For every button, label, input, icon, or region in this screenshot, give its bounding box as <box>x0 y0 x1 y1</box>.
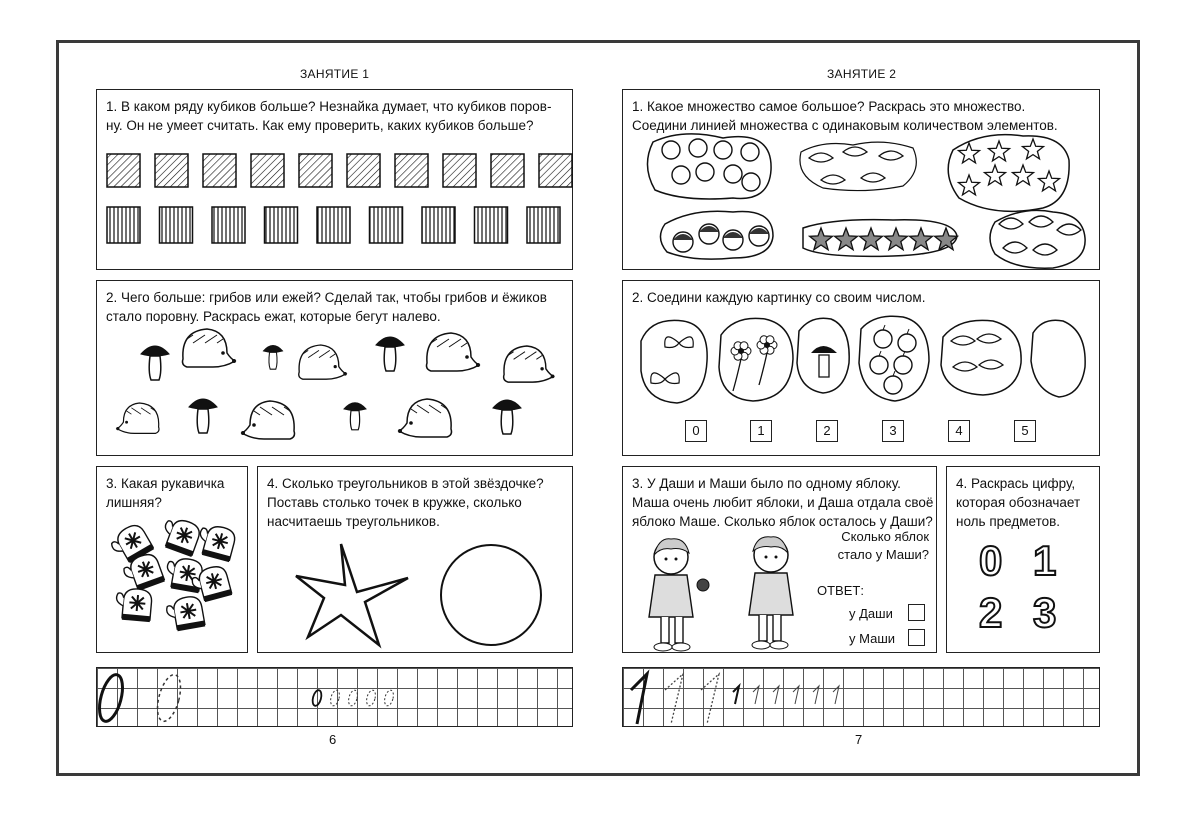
digit-3[interactable]: 3 <box>1033 589 1057 636</box>
left-page-title: ЗАНЯТИЕ 1 <box>300 67 370 81</box>
number-box-2[interactable]: 2 <box>816 420 838 442</box>
circle-icon <box>714 141 732 159</box>
striped-cube-icon <box>527 207 560 243</box>
mushroom-icon <box>141 346 169 380</box>
mushroom-icon <box>344 403 366 430</box>
left-task1-text: 1. В каком ряду кубиков больше? Незнайка думает, что кубиков поров- ну. Он не умеет считать. Как ему проверить, каких кубиков больше? <box>106 99 552 133</box>
digit-0[interactable]: 0 <box>979 537 1003 584</box>
right-task1-text: 1. Какое множество самое большое? Раскрась это множество. Соедини линией множества с одинаковым количеством элементов. <box>632 99 1058 133</box>
striped-cube-icon <box>212 207 245 243</box>
right-writing-grid[interactable] <box>622 667 1100 727</box>
nut-icon <box>673 232 693 252</box>
circle-icon <box>672 166 690 184</box>
striped-cube-icon <box>370 207 403 243</box>
number-box-3[interactable]: 3 <box>882 420 904 442</box>
nut-icon <box>723 230 743 250</box>
hedgehog-icon <box>398 399 452 437</box>
number-box-5[interactable]: 5 <box>1014 420 1036 442</box>
stars-set <box>948 135 1069 212</box>
hatched-cube-icon <box>299 154 332 187</box>
right-task1-box <box>622 89 1100 270</box>
left-task4-box <box>257 466 573 653</box>
mushroom-icon <box>493 400 521 434</box>
circle-icon <box>741 143 759 161</box>
left-task1-box <box>96 89 573 270</box>
right-task3-text: 3. У Даши и Маши было по одному яблоку. Маша очень любит яблоки, и Даша отдала своё яблоко Маше. Сколько яблок осталось у Даши? <box>632 476 934 529</box>
masha-answer-box[interactable] <box>908 629 925 646</box>
dasha-answer-box[interactable] <box>908 604 925 621</box>
striped-cube-icon <box>475 207 508 243</box>
zero-tracing <box>97 668 574 728</box>
striped-cube-icon <box>107 207 140 243</box>
digit-2[interactable]: 2 <box>979 589 1003 636</box>
empty-blob <box>1031 320 1085 397</box>
hedgehog-icon <box>116 403 159 433</box>
cubes-illustration <box>97 90 574 271</box>
right-task4-text: 4. Раскрась цифру, которая обозначает ноль предметов. <box>956 476 1081 529</box>
hedgehog-icon <box>299 345 347 379</box>
star-and-circle <box>258 467 574 654</box>
hatched-cube-icon <box>491 154 524 187</box>
left-task2-text: 2. Чего больше: грибов или ежей? Сделай так, чтобы грибов и ёжиков стало поровну. Раскрась ежат, которые бегут налево. <box>106 290 547 324</box>
left-page-number: 6 <box>329 732 337 747</box>
circle-icon <box>724 165 742 183</box>
mittens-illustration <box>97 467 249 654</box>
apple-icon <box>697 579 709 591</box>
circle-icon <box>742 173 760 191</box>
mitten-icon <box>158 515 202 557</box>
masha-label: у Маши <box>849 631 896 646</box>
left-task2-box <box>96 280 573 456</box>
one-tracing <box>623 668 1101 728</box>
circle-icon <box>689 139 707 157</box>
right-task3-question2: Сколько яблок стало у Маши? <box>837 529 929 562</box>
butterflies-blob <box>641 320 707 403</box>
star-icon <box>296 544 408 645</box>
number-box-0[interactable]: 0 <box>685 420 707 442</box>
mushroom-icon <box>189 399 217 433</box>
mushroom-icon <box>376 337 404 371</box>
hatched-cube-icon <box>539 154 572 187</box>
girl-icon <box>649 539 693 651</box>
hedgehog-icon <box>183 329 237 367</box>
right-page-title: ЗАНЯТИЕ 2 <box>827 67 897 81</box>
hatched-cube-icon <box>347 154 380 187</box>
leaves-blob <box>941 320 1021 395</box>
left-task3-box <box>96 466 248 653</box>
hatched-cube-icon <box>155 154 188 187</box>
right-task2-box <box>622 280 1100 456</box>
girl-icon <box>749 537 793 649</box>
mitten-icon <box>115 587 153 622</box>
nut-icon <box>749 226 769 246</box>
hatched-cube-icon <box>251 154 284 187</box>
right-task3-box <box>622 466 937 653</box>
left-task3-text: 3. Какая рукавичка лишняя? <box>106 476 225 510</box>
flowers-blob <box>719 318 793 401</box>
hedgehog-icon <box>504 346 555 382</box>
answer-label: ОТВЕТ: <box>817 583 864 598</box>
circle-icon <box>441 545 541 645</box>
hedgehog-icon <box>241 401 295 439</box>
right-task4-box <box>946 466 1100 653</box>
hatched-cube-icon <box>203 154 236 187</box>
right-task2-text: 2. Соедини каждую картинку со своим числом. <box>632 290 926 305</box>
mitten-icon <box>195 522 237 562</box>
hedgehog-icon <box>427 333 481 371</box>
striped-cube-icon <box>422 207 455 243</box>
digit-1[interactable]: 1 <box>1033 537 1057 584</box>
mushroom-icon <box>263 345 283 369</box>
striped-cube-icon <box>160 207 193 243</box>
mushrooms-hedgehogs-illustration <box>97 281 574 457</box>
number-box-1[interactable]: 1 <box>750 420 772 442</box>
mitten-icon <box>165 595 205 633</box>
striped-cube-icon <box>265 207 298 243</box>
left-writing-grid[interactable] <box>96 667 573 727</box>
nut-icon <box>699 224 719 244</box>
hatched-cube-icon <box>443 154 476 187</box>
number-box-4[interactable]: 4 <box>948 420 970 442</box>
sets-illustration <box>623 90 1101 271</box>
dasha-label: у Даши <box>849 606 893 621</box>
hatched-cube-icon <box>107 154 140 187</box>
left-task4-text: 4. Сколько треугольников в этой звёздочке? Поставь столько точек в кружке, сколько насчитаешь треугольников. <box>267 476 544 529</box>
hatched-cube-icon <box>395 154 428 187</box>
circle-icon <box>662 141 680 159</box>
girls-illustration <box>623 467 823 654</box>
right-page-number: 7 <box>855 732 863 747</box>
striped-cube-icon <box>317 207 350 243</box>
circle-icon <box>696 163 714 181</box>
